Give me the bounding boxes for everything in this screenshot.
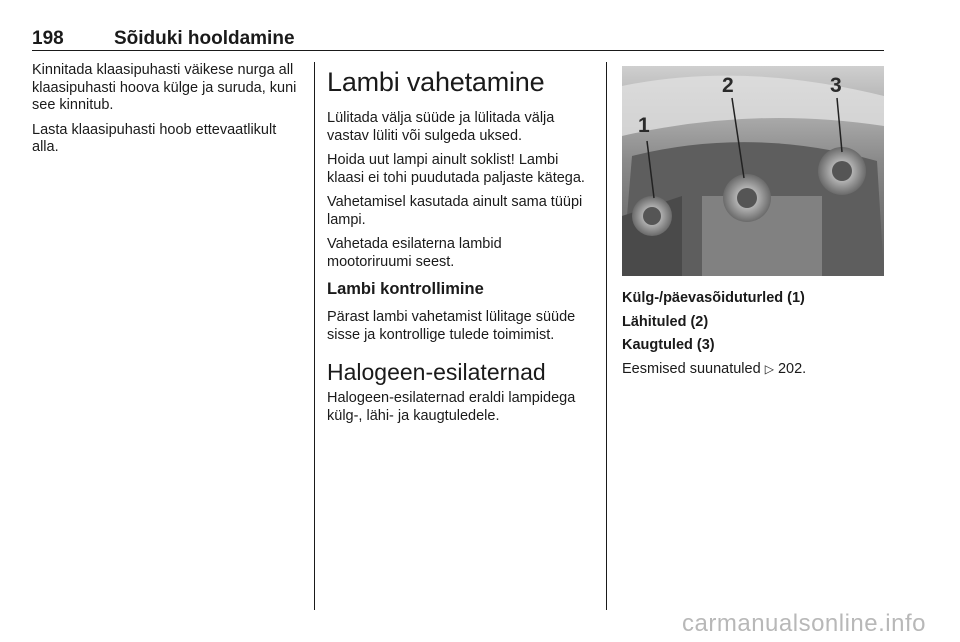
paragraph-hold-base: Hoida uut lampi ainult soklist! Lambi klaasi ei tohi puudutada paljaste kätega.: [327, 152, 585, 186]
callout-3: 3: [830, 74, 842, 97]
column-divider-2: [606, 62, 607, 610]
arrow-reference-icon: ▷: [764, 361, 774, 376]
paragraph-same-type: Vahetamisel kasutada ainult sama tüüpi lampi.: [327, 194, 583, 228]
paragraph-wiper-lower: Lasta klaasipuhasti hoob ettevaatlikult alla.: [32, 121, 277, 155]
photo-captions: [622, 290, 884, 378]
callout-2: 2: [722, 74, 734, 97]
paragraph-wiper-attach: Kinnitada klaasipuhasti väikese nurga all klaasipuhasti hoova külge ja suruda, kuni see kinnitub.: [32, 62, 297, 113]
column-divider-1: [314, 62, 315, 610]
ref-text: Eesmised suunatuled: [622, 360, 761, 377]
watermark: carmanualsonline.info: [682, 610, 926, 637]
headlamp-photo: [622, 66, 884, 276]
header-rule: [32, 50, 884, 51]
section-heading-bulb-replacement: Lambi vahetamine: [327, 67, 545, 97]
column-1: [32, 62, 302, 164]
paragraph-check-lights: Pärast lambi vahetamist lülitage süüde sisse ja kontrollige tulede toimimist.: [327, 309, 576, 343]
column-3: [622, 62, 884, 385]
subheading-bulb-check: Lambi kontrollimine: [327, 280, 484, 298]
caption-low-beam: Lähituled (2): [622, 313, 709, 330]
callout-1: 1: [638, 114, 650, 137]
headlamp-illustration: [622, 66, 884, 276]
paragraph-halogen-info: Halogeen-esilaternad eraldi lampidega külg-, lähi- ja kaugtuledele.: [327, 390, 576, 424]
paragraph-engine-compartment: Vahetada esilaterna lambid mootoriruumi seest.: [327, 236, 502, 270]
caption-side-daytime-lights: Külg-/päevasõiduturled (1): [622, 290, 805, 306]
paragraph-ignition-off: Lülitada välja süüde ja lülitada välja vastav lüliti või sulgeda uksed.: [327, 110, 555, 144]
caption-high-beam: Kaugtuled (3): [622, 337, 715, 353]
ref-page-link[interactable]: 202.: [777, 360, 807, 377]
page-header: [32, 26, 884, 52]
running-title: Sõiduki hooldamine: [114, 28, 295, 49]
column-2: [327, 62, 589, 432]
paragraph-turn-signal-ref: [622, 361, 884, 379]
page-number: 198: [32, 28, 64, 49]
section-heading-halogen: Halogeen-esilaternad: [327, 359, 546, 385]
